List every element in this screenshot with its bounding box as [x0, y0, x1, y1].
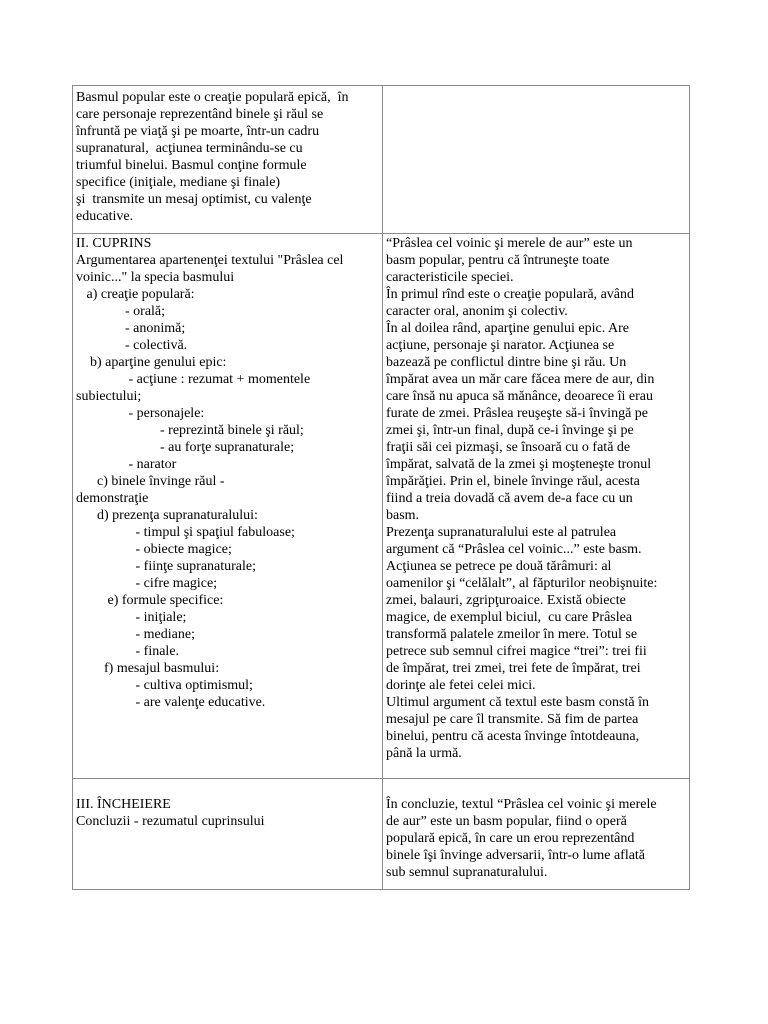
text-line: În al doilea rând, aparţine genului epic. Are	[386, 321, 629, 336]
text-line: binelui, pentru că acesta învinge întotdeauna,	[386, 729, 640, 744]
text-line: caracteristicile speciei.	[386, 270, 514, 285]
outline-item: demonstraţie	[76, 491, 149, 506]
text-line: acţiune, personaje şi narator. Acţiunea se	[386, 338, 615, 353]
text-line: până la urmă.	[386, 746, 462, 761]
text-line: Acţiunea se petrece pe două tărâmuri: al	[386, 559, 612, 574]
outline-item: - anonimă;	[76, 321, 186, 336]
cuprins-argument-text	[386, 235, 685, 762]
cuprins-left-cell	[73, 234, 383, 779]
outline-item: - mediane;	[76, 627, 195, 642]
text-line: împărat, salvată de la zmei şi moşteneşte tronul	[386, 457, 652, 472]
table-row-introduction	[73, 86, 690, 234]
outline-item: b) aparţine genului epic:	[76, 355, 227, 370]
incheiere-outline	[76, 796, 378, 830]
text-line: magice, de exemplul biciul, cu care Prâslea	[386, 610, 633, 625]
outline-item: - cultiva optimismul;	[76, 678, 253, 693]
outline-item: - personajele:	[76, 406, 205, 421]
outline-item: - timpul şi spaţiul fabuloase;	[76, 525, 295, 540]
text-line: În concluzie, textul “Prâslea cel voinic şi merele	[386, 797, 657, 812]
text-line: basm.	[386, 508, 420, 523]
text-line: oamenilor şi “celălalt”, al făpturilor neobişnuite:	[386, 576, 658, 591]
outline-item: f) mesajul basmului:	[76, 661, 220, 676]
text-line: împărat avea un măr care făcea mere de aur, din	[386, 372, 655, 387]
text-line: de aur” este un basm popular, fiind o operă	[386, 814, 627, 829]
outline-item: - narator	[76, 457, 177, 472]
outline-item: - reprezintă binele şi răul;	[76, 423, 304, 438]
text-line: basm popular, pentru că întruneşte toate	[386, 253, 610, 268]
incheiere-conclusion-text	[386, 796, 685, 881]
text-line: fiind a treia dovadă că avem de-a face cu un	[386, 491, 633, 506]
text-line: sub semnul supranaturalului.	[386, 865, 548, 880]
text-line: Argumentarea apartenenţei textului "Prâslea cel	[76, 253, 344, 268]
text-line: şi transmite un mesaj optimist, cu valenţe	[76, 192, 312, 207]
introduction-left-cell	[73, 86, 383, 234]
text-line: petrece sub semnul cifrei magice “trei”: trei fii	[386, 644, 647, 659]
outline-item: - are valenţe educative.	[76, 695, 266, 710]
text-line: înfruntă pe viaţă şi pe moarte, într-un cadru	[76, 124, 320, 139]
section-heading: III. ÎNCHEIERE	[76, 797, 171, 812]
text-line: Concluzii - rezumatul cuprinsului	[76, 814, 265, 829]
text-line: populară epică, în care un erou reprezentând	[386, 831, 635, 846]
incheiere-right-cell	[383, 779, 690, 890]
outline-item: - cifre magice;	[76, 576, 218, 591]
outline-item: - colectivă.	[76, 338, 188, 353]
outline-item: - orală;	[76, 304, 166, 319]
outline-item: e) formule specifice:	[76, 593, 224, 608]
outline-item: - fiinţe supranaturale;	[76, 559, 257, 574]
text-line: transformă palatele zmeilor în mere. Totul se	[386, 627, 638, 642]
outline-item: - iniţiale;	[76, 610, 187, 625]
incheiere-left-cell	[73, 779, 383, 890]
table-row-cuprins	[73, 234, 690, 779]
text-line: Basmul popular este o creaţie populară epică, în	[76, 90, 349, 105]
text-line: binele îşi învinge adversarii, într-o lume aflată	[386, 848, 646, 863]
text-line: mesajul pe care îl transmite. Să fim de partea	[386, 712, 639, 727]
text-line: care personaje reprezentând binele şi răul se	[76, 107, 324, 122]
outline-item: c) binele învinge răul -	[76, 474, 225, 489]
essay-outline-table	[72, 85, 690, 890]
outline-item: - au forţe supranaturale;	[76, 440, 295, 455]
outline-item: - finale.	[76, 644, 180, 659]
outline-item: a) creaţie populară:	[76, 287, 195, 302]
text-line: dorinţe ale fetei celei mici.	[386, 678, 536, 693]
text-line: bazează pe conflictul dintre bine şi rău. Un	[386, 355, 627, 370]
text-line: furate de zmei. Prâslea reuşeşte să-i învingă pe	[386, 406, 649, 421]
text-line: de împărat, trei zmei, trei fete de împărat, trei	[386, 661, 641, 676]
outline-item: - obiecte magice;	[76, 542, 232, 557]
text-line: În primul rînd este o creaţie populară, având	[386, 287, 635, 302]
introduction-right-cell	[383, 86, 690, 234]
text-line: împărăţiei. Prin el, binele învinge răul, acesta	[386, 474, 640, 489]
outline-item: subiectului;	[76, 389, 142, 404]
introduction-left-text	[76, 89, 378, 225]
text-line: educative.	[76, 209, 134, 224]
cuprins-right-cell	[383, 234, 690, 779]
text-line: specifice (iniţiale, mediane şi finale)	[76, 175, 281, 190]
text-line: voinic..." la specia basmului	[76, 270, 235, 285]
section-heading: II. CUPRINS	[76, 236, 152, 251]
text-line: Prezenţa supranaturalului este al patrulea	[386, 525, 617, 540]
text-line: caracter oral, anonim şi colectiv.	[386, 304, 568, 319]
outline-item: - acţiune : rezumat + momentele	[76, 372, 311, 387]
cuprins-outline	[76, 235, 378, 711]
text-line: argument că “Prâslea cel voinic...” este basm.	[386, 542, 642, 557]
outline-item: d) prezenţa supranaturalului:	[76, 508, 258, 523]
text-line: triumful binelui. Basmul conţine formule	[76, 158, 307, 173]
text-line: care însă nu apuca să mănânce, deoarece îi erau	[386, 389, 654, 404]
text-line: zmei, balauri, zgripţuroaice. Există obiecte	[386, 593, 626, 608]
text-line: fraţii săi cei pizmaşi, se însoară cu o fată de	[386, 440, 631, 455]
text-line: “Prâslea cel voinic şi merele de aur” este un	[386, 236, 633, 251]
text-line: supranatural, acţiunea terminându-se cu	[76, 141, 303, 156]
text-line: Ultimul argument că textul este basm constă în	[386, 695, 649, 710]
text-line: zmei şi, într-un final, după ce-i învinge şi pe	[386, 423, 634, 438]
table-row-incheiere	[73, 779, 690, 890]
